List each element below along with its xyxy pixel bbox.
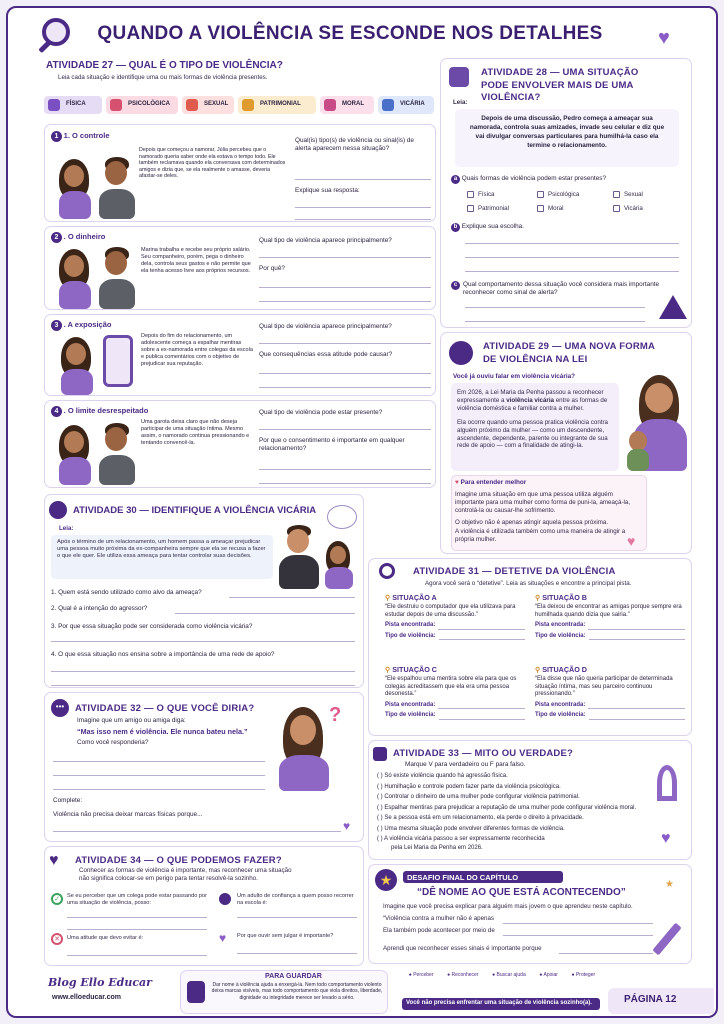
- heart-icon: ♥: [219, 931, 227, 945]
- answer-line[interactable]: [503, 915, 653, 924]
- girl-illustration: [57, 337, 97, 395]
- answer-line[interactable]: [559, 945, 653, 954]
- answer-line[interactable]: [53, 781, 265, 790]
- chat-icon: •••: [51, 699, 69, 717]
- question-icon: ● Reconhecer: [447, 972, 479, 978]
- option-psicologica[interactable]: Psicológica: [537, 191, 579, 199]
- question: Qual(is) tipo(s) de violência ou sinal(is) de alerta aparecem nessa situação?: [295, 137, 414, 152]
- a29-title-2: DE VIOLÊNCIA NA LEI: [483, 354, 588, 365]
- a34-card: [44, 846, 364, 966]
- a33-title: ATIVIDADE 33 — MITO OU VERDADE?: [393, 748, 574, 759]
- tf-item-continuation: pela Lei Maria da Penha em 2026.: [391, 844, 483, 851]
- site-url[interactable]: www.elloeducar.com: [52, 994, 121, 1001]
- hands-heart-icon: ♥: [49, 852, 59, 869]
- blog-logo: Blog Ello Educar: [48, 976, 152, 989]
- answer-line[interactable]: [67, 909, 207, 918]
- a32-title: ATIVIDADE 32 — O QUE VOCÊ DIRIA?: [75, 703, 255, 714]
- question: Qual tipo de violência pode estar presente?: [259, 409, 383, 416]
- a34-prompt-3: Uma atitude que devo evitar é:: [67, 935, 144, 941]
- question: 1. Quem está sendo utilizado como alvo da ameaça?: [51, 589, 202, 596]
- lock-icon: [187, 981, 205, 1003]
- situation-b: ⚲ SITUAÇÃO B “Ela deixou de encontrar as amigas porque sempre era humilhada quando dizia que sairia.” Pista encontrada: Tipo de violência:: [535, 593, 685, 640]
- question: Qual comportamento dessa situação você considera mais importante reconhecer como sinal de alerta?: [463, 281, 660, 296]
- letter-a-badge: a: [451, 175, 460, 184]
- magnifier-handle: [38, 40, 51, 53]
- a34-prompt-4: Por que ouvir sem julgar é importante?: [237, 933, 334, 939]
- a30-story: Após o término de um relacionamento, um homem passa a ameaçar prejudicar uma pessoa muito próxima da ex-companheira sempre que ela se recusa a fazer o que ele quer. Ele utiliza essa ameaça para tentar controlar suas decisões.: [57, 539, 266, 560]
- boy-illustration: [97, 157, 137, 219]
- type-vicaria: VICÁRIA: [378, 96, 434, 114]
- situation-text: Depois do fim do relacionamento, um adolescente começa a espalhar mentiras sobre a ex-namorada entre colegas da escola e publica comentários com o objetivo de prejudicar sua reputação.: [141, 333, 253, 367]
- man-pointing-illustration: [279, 525, 319, 589]
- page-number: PÁGINA 12: [624, 994, 677, 1005]
- answer-line[interactable]: [295, 211, 431, 220]
- answer-line[interactable]: [53, 767, 265, 776]
- a30-title: ATIVIDADE 30 — IDENTIFIQUE A VIOLÊNCIA VICÁRIA: [73, 505, 317, 516]
- a34-prompt-1: Se eu perceber que um colega pode estar passando por uma situação de violência, posso:: [67, 893, 207, 906]
- boy-illustration: [97, 423, 137, 485]
- question: Qual tipo de violência aparece principalmente?: [259, 237, 392, 244]
- worksheet-page: [6, 6, 718, 1018]
- x-icon: ✕: [51, 933, 63, 945]
- mother-child-illustration: [625, 375, 689, 471]
- girl-illustration: [323, 541, 355, 589]
- answer-line[interactable]: [237, 909, 357, 918]
- situation-text: Marina trabalha e recebe seu próprio salário. Seu companheiro, porém, pega o dinheiro dela, controla seus gastos e não permite que ela tenha acesso livre aos próprios recursos.: [141, 247, 251, 274]
- girl-illustration: [55, 249, 95, 309]
- number-badge: 2: [51, 232, 62, 243]
- phone-icon: [103, 335, 133, 387]
- a28-story: Depois de uma discussão, Pedro começa a ameaçar sua namorada, controla suas amizades, invade seu celular e diz que vai divulgar conversas particulares para humilhá-la caso ela termine o relacionamento.: [469, 115, 665, 149]
- a33-intro: Marque V para verdadeiro ou F para falso.: [405, 761, 526, 768]
- situation-text: Uma garota deixa claro que não deseja participar de uma situação íntima. Mesmo assim, o namorado continua pressionando e tentando convencê-la.: [141, 419, 250, 446]
- answer-line[interactable]: [229, 589, 355, 598]
- heart-icon: ♥: [343, 819, 351, 833]
- final-intro: Imagine que você precisa explicar para alguém mais jovem o que aprendeu neste capítulo.: [383, 903, 633, 910]
- question: 4. O que essa situação nos ensina sobre a importância de uma rede de apoio?: [51, 651, 275, 658]
- ribbon-icon: [657, 765, 677, 801]
- info-text-3: A violência é utilizada também como uma maneira de atingir a própria mulher.: [455, 528, 626, 543]
- situation-title: . O dinheiro: [63, 232, 106, 241]
- answer-line[interactable]: [295, 171, 431, 180]
- type-psicologica: PSICOLÓGICA: [106, 96, 178, 114]
- warning-icon: [659, 295, 687, 319]
- question: Quais formas de violência podem estar presentes?: [461, 175, 607, 182]
- true-false-list: [377, 773, 669, 855]
- person-icon: [219, 893, 231, 905]
- guard-box: [180, 970, 388, 1014]
- magnifier-icon: [379, 563, 395, 579]
- people-icon: [49, 501, 67, 519]
- answer-line[interactable]: [67, 921, 207, 930]
- answer-line[interactable]: [465, 299, 645, 308]
- answer-line[interactable]: [259, 365, 431, 374]
- letter-c-badge: c: [451, 281, 460, 290]
- question: Qual tipo de violência aparece principalmente?: [259, 323, 392, 330]
- answer-line[interactable]: [465, 263, 679, 272]
- info-text: Imagine uma situação em que uma pessoa utiliza alguém importante para uma mulher como forma de puni-la, ameaçá-la, controlá-la ou causar-lhe sofrimento.: [455, 491, 631, 514]
- answer-line[interactable]: [53, 823, 341, 832]
- stars-icon: ★: [665, 879, 674, 890]
- a34-title: ATIVIDADE 34 — O QUE PODEMOS FAZER?: [75, 855, 282, 866]
- a28-title-2: PODE ENVOLVER MAIS DE UMA VIOLÊNCIA?: [481, 80, 634, 103]
- option-vicaria[interactable]: Vicária: [613, 205, 643, 213]
- a32-quote: “Mas isso nem é violência. Ele nunca bateu nela.”: [77, 727, 248, 736]
- guard-text: Dar nome à violência ajuda a enxergá-la. Nem todo comportamento violento deixa marcas visíveis, mas todo comportamento que viola direitos, liberdade, dignidade ou integridade merece ser levado a sério.: [211, 982, 383, 1001]
- question: Explique sua resposta:: [295, 187, 360, 194]
- final-line-3: Aprendi que reconhecer esses sinais é importante porque: [383, 945, 542, 952]
- answer-line[interactable]: [51, 633, 355, 642]
- a30-card: [44, 494, 364, 688]
- answer-line[interactable]: [259, 249, 431, 258]
- number-badge: 4: [51, 406, 62, 417]
- answer-line[interactable]: [465, 235, 679, 244]
- tf-item[interactable]: ( ) Uma mesma situação pode envolver diferentes formas de violência.: [377, 825, 565, 832]
- puzzle-icon: [449, 67, 469, 87]
- question: 3. Por que essa situação pode ser considerada como violência vicária?: [51, 623, 253, 630]
- girl-illustration: [55, 425, 95, 485]
- a27-situation-3: [44, 314, 436, 396]
- a29-card: [440, 332, 692, 554]
- a29-title: ATIVIDADE 29 — UMA NOVA FORMA: [483, 341, 656, 352]
- situation-d: ⚲ SITUAÇÃO D “Ela disse que não queria participar de determinada situação íntima, mas seu parceiro continuou pressionando.” Pista encontrada: Tipo de violência:: [535, 665, 685, 720]
- heart-icon: ♥: [661, 830, 671, 847]
- complete-label: Complete:: [53, 797, 83, 804]
- info-heading: ♥ Para entender melhor: [455, 479, 527, 486]
- read-label: Leia:: [59, 525, 74, 532]
- info-text-2: O objetivo não é apenas atingir aquela pessoa próxima.: [455, 519, 609, 526]
- a27-situation-1: [44, 124, 436, 222]
- answer-line[interactable]: [259, 461, 431, 470]
- a28-card: [440, 58, 692, 328]
- a27-situation-2: [44, 226, 436, 310]
- a32-prompt: Imagine que um amigo ou amiga diga:: [77, 717, 186, 724]
- answer-line[interactable]: [259, 335, 431, 344]
- answer-line[interactable]: [259, 379, 431, 388]
- guard-title: PARA GUARDAR: [265, 973, 322, 980]
- answer-line[interactable]: [465, 249, 679, 258]
- girl-illustration: [55, 159, 95, 219]
- letter-b-badge: b: [451, 223, 460, 232]
- a27-title: ATIVIDADE 27 — QUAL É O TIPO DE VIOLÊNCIA?: [46, 60, 283, 71]
- type-patrimonial: PATRIMONIAL: [238, 96, 316, 114]
- situation-c: ⚲ SITUAÇÃO C “Ele espalhou uma mentira sobre ela para que os colegas acreditassem que ela era uma pessoa desonesta.” Pista encontrada: Tipo de violência:: [385, 665, 525, 720]
- tf-item[interactable]: ( ) Só existe violência quando há agressão física.: [377, 773, 508, 779]
- heart-icon: ♥: [627, 533, 636, 549]
- support-icon: ● Apoiar: [539, 972, 558, 978]
- final-challenge-card: [368, 864, 692, 964]
- situation-text: Depois que começou a namorar, Júlia percebeu que o namorado queria saber onde ela estava o tempo todo. Ele também reclamava quando ela conversava com determinados amigos e dizia que, se ela realmente o amasse, deveria afastar-se deles.: [139, 147, 286, 180]
- answer-line[interactable]: [259, 279, 431, 288]
- option-patrimonial[interactable]: Patrimonial: [467, 205, 509, 213]
- tf-item[interactable]: ( ) Se a pessoa está em um relacionamento, ela perde o direito à privacidade.: [377, 815, 584, 821]
- question: Explique sua escolha.: [461, 223, 524, 230]
- boy-illustration: [97, 247, 137, 309]
- tf-item[interactable]: ( ) Espalhar mentiras para prejudicar a reputação de uma mulher pode configurar violência moral.: [377, 804, 637, 811]
- tf-item[interactable]: ( ) Controlar o dinheiro de uma mulher pode configurar violência patrimonial.: [377, 794, 580, 800]
- a34-intro: Conhecer as formas de violência é importante, mas reconhecer uma situação não significa colocar-se em perigo para tentar resolvê-la sozinho.: [79, 867, 292, 882]
- option-moral[interactable]: Moral: [537, 205, 563, 213]
- a27-situation-4: [44, 400, 436, 488]
- question: Por que o consentimento é importante em qualquer relacionamento?: [259, 437, 405, 452]
- question: Por quê?: [259, 265, 285, 272]
- a29-paragraph-2: Ela ocorre quando uma pessoa pratica violência contra alguém próximo da mulher — como um descendente, ascendente, dependente, parente ou integrante de sua rede de apoio — com a finalidade de atingi-la.: [457, 419, 608, 450]
- type-fisica: FÍSICA: [44, 96, 102, 114]
- type-moral: MORAL: [320, 96, 374, 114]
- a31-card: [368, 558, 692, 736]
- a31-intro: Agora você será o “detetive”. Leia as situações e encontre a principal pista.: [425, 580, 632, 587]
- answer-line[interactable]: [175, 605, 355, 614]
- question-mark-icon: ?: [329, 704, 342, 726]
- thinking-girl-illustration: [277, 707, 331, 791]
- answer-line[interactable]: [51, 677, 355, 686]
- a33-card: [368, 740, 692, 860]
- a28-title: ATIVIDADE 28 — UMA SITUAÇÃO: [481, 67, 639, 78]
- thought-bubble: [327, 505, 357, 529]
- a34-prompt-2: Um adulto de confiança a quem posso recorrer na escola é:: [237, 893, 354, 906]
- answer-line[interactable]: [67, 947, 207, 956]
- question: 2. Qual é a intenção do agressor?: [51, 605, 148, 612]
- final-line-2: Ela também pode acontecer por meio de: [383, 927, 495, 934]
- answer-line[interactable]: [53, 753, 265, 762]
- shield-icon: ● Proteger: [571, 972, 596, 978]
- scales-icon: [449, 341, 473, 365]
- situation-title: . A exposição: [63, 320, 112, 329]
- a32-question: Como você responderia?: [77, 739, 149, 746]
- answer-line[interactable]: [259, 293, 431, 302]
- answer-line[interactable]: [237, 945, 357, 954]
- situation-title: 1. O controle: [63, 131, 110, 140]
- answer-line[interactable]: [465, 313, 645, 322]
- answer-line[interactable]: [259, 421, 431, 430]
- a31-title: ATIVIDADE 31 — DETETIVE DA VIOLÊNCIA: [413, 566, 616, 577]
- option-fisica[interactable]: Física: [467, 191, 495, 199]
- help-icon: ● Buscar ajuda: [492, 972, 526, 978]
- a27-intro: Leia cada situação e identifique uma ou mais formas de violência presentes.: [58, 74, 268, 81]
- number-badge: 1: [51, 131, 62, 142]
- a32-card: [44, 692, 364, 842]
- final-line-1: “Violência contra a mulher não é apenas: [383, 915, 494, 922]
- answer-line[interactable]: [51, 663, 355, 672]
- footer-banner-text: Você não precisa enfrentar uma situação de violência sozinho(a).: [406, 1000, 592, 1006]
- star-badge-icon: ★: [375, 869, 397, 891]
- a29-question: Você já ouviu falar em violência vicária?: [453, 373, 576, 380]
- option-sexual[interactable]: Sexual: [613, 191, 643, 199]
- a29-paragraph: Em 2026, a Lei Maria da Penha passou a reconhecer expressamente a violência vicária entre as formas de violência doméstica e familiar contra a mulher.: [457, 389, 608, 412]
- type-sexual: SEXUAL: [182, 96, 234, 114]
- final-title: DESAFIO FINAL DO CAPÍTULO: [407, 873, 519, 882]
- answer-line[interactable]: [503, 927, 653, 936]
- situation-a: ⚲ SITUAÇÃO A “Ele destruiu o computador que ela utilizava para estudar depois de uma discussão.” Pista encontrada: Tipo de violência:: [385, 593, 525, 640]
- eye-icon: ● Perceber: [408, 972, 434, 978]
- pencil-icon: [652, 923, 681, 956]
- a32-sentence: Violência não precisa deixar marcas físicas porque...: [53, 811, 203, 818]
- tf-item[interactable]: ( ) Humilhação e controle podem fazer parte da violência psicológica.: [377, 783, 561, 790]
- tf-item[interactable]: ( ) A violência vicária passou a ser expressamente reconhecida: [377, 836, 545, 842]
- check-icon: ✓: [51, 893, 63, 905]
- read-label: Leia:: [453, 99, 468, 106]
- answer-line[interactable]: [259, 475, 431, 484]
- page-title: QUANDO A VIOLÊNCIA SE ESCONDE NOS DETALHES: [97, 23, 603, 44]
- pencil-icon: [373, 747, 387, 761]
- number-badge: 3: [51, 320, 62, 331]
- answer-line[interactable]: [295, 199, 431, 208]
- heart-icon: ♥: [658, 27, 670, 49]
- situation-title: . O limite desrespeitado: [63, 406, 149, 415]
- final-subtitle: “DÊ NOME AO QUE ESTÁ ACONTECENDO”: [417, 887, 626, 898]
- question: Que consequências essa atitude pode causar?: [259, 351, 393, 358]
- action-icons: [402, 972, 602, 996]
